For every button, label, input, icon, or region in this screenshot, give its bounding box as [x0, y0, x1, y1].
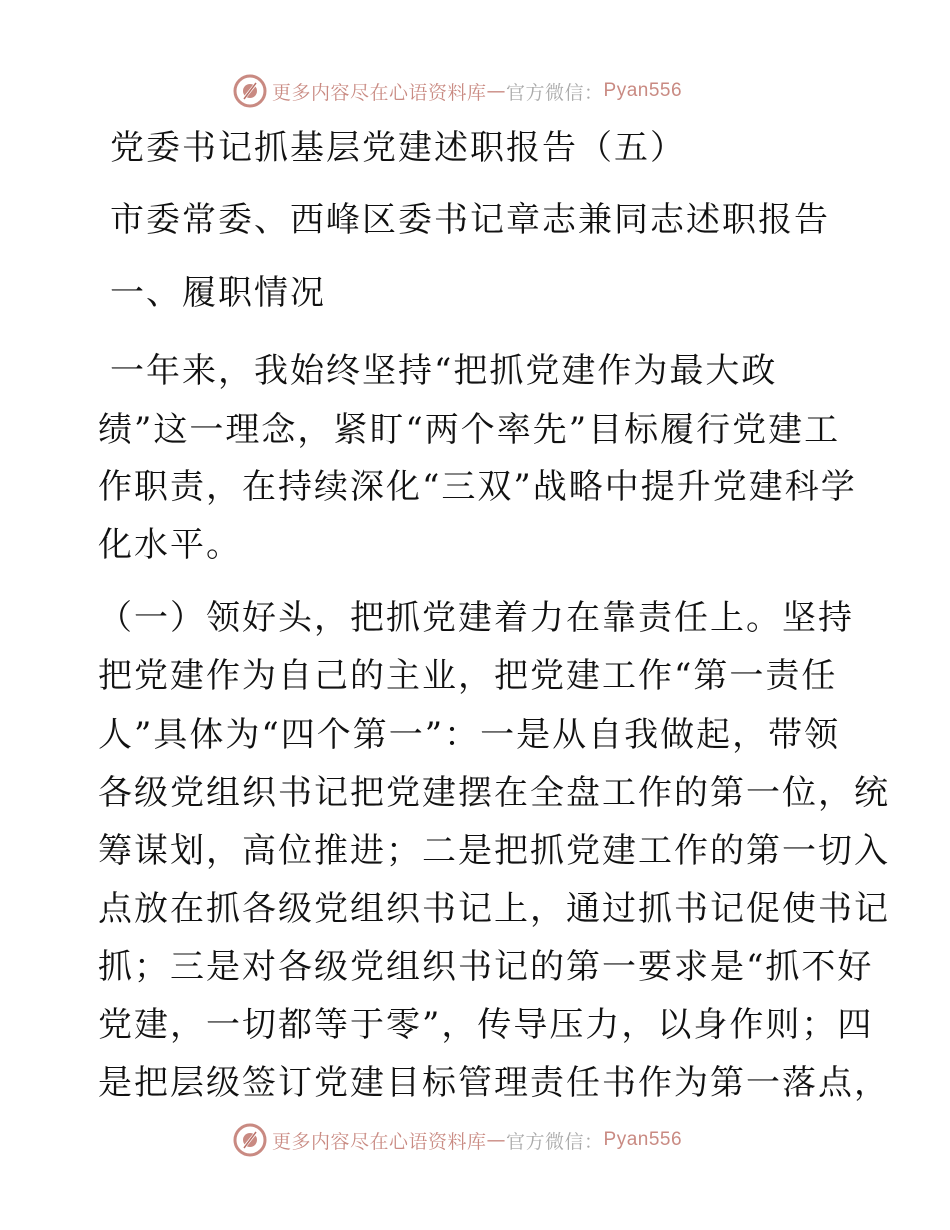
section-heading: 一、履职情况	[110, 273, 326, 313]
paragraph-line: 绩”这一理念，紧盯“两个率先”目标履行党建工	[98, 410, 841, 450]
paragraph-line: 抓；三是对各级党组织书记的第一要求是“抓不好	[98, 947, 874, 987]
paragraph-line: 化水平。	[98, 525, 242, 565]
paragraph-line: （一）领好头，把抓党建着力在靠责任上。坚持	[98, 598, 854, 638]
footer-watermark	[232, 1122, 682, 1158]
paragraph-line: 作职责，在持续深化“三双”战略中提升党建科学	[98, 467, 857, 507]
paragraph-line: 各级党组织书记把党建摆在全盘工作的第一位，统	[98, 773, 890, 813]
watermark-brand: 更多内容尽在心语资料库	[272, 1130, 487, 1153]
watermark-wechat-id: Pyan556	[603, 80, 683, 101]
header-watermark	[232, 73, 682, 109]
document-title: 党委书记抓基层党建述职报告（五）	[110, 128, 686, 168]
document-subtitle: 市委常委、西峰区委书记章志兼同志述职报告	[110, 200, 830, 240]
paragraph-line: 把党建作为自己的主业，把党建工作“第一责任	[98, 656, 838, 696]
watermark-wechat-id: Pyan556	[603, 1129, 683, 1150]
paragraph-line: 一年来，我始终坚持“把抓党建作为最大政	[110, 351, 778, 391]
paragraph-line: 点放在抓各级党组织书记上，通过抓书记促使书记	[98, 889, 890, 929]
paragraph-line: 筹谋划，高位推进；二是把抓党建工作的第一切入	[98, 831, 890, 871]
paragraph-line: 党建，一切都等于零”，传导压力，以身作则；四	[98, 1005, 874, 1045]
watermark-separator: —	[486, 80, 507, 102]
paragraph-line: 是把层级签订党建目标管理责任书作为第一落点，	[98, 1063, 890, 1103]
brand-logo-icon	[232, 73, 268, 109]
paragraph-line: 人”具体为“四个第一”：一是从自我做起，带领	[98, 715, 841, 755]
watermark-brand: 更多内容尽在心语资料库	[272, 81, 487, 104]
watermark-official: 官方微信：	[506, 81, 604, 104]
brand-logo-icon	[232, 1122, 268, 1158]
watermark-separator: —	[486, 1129, 507, 1151]
watermark-official: 官方微信：	[506, 1130, 604, 1153]
